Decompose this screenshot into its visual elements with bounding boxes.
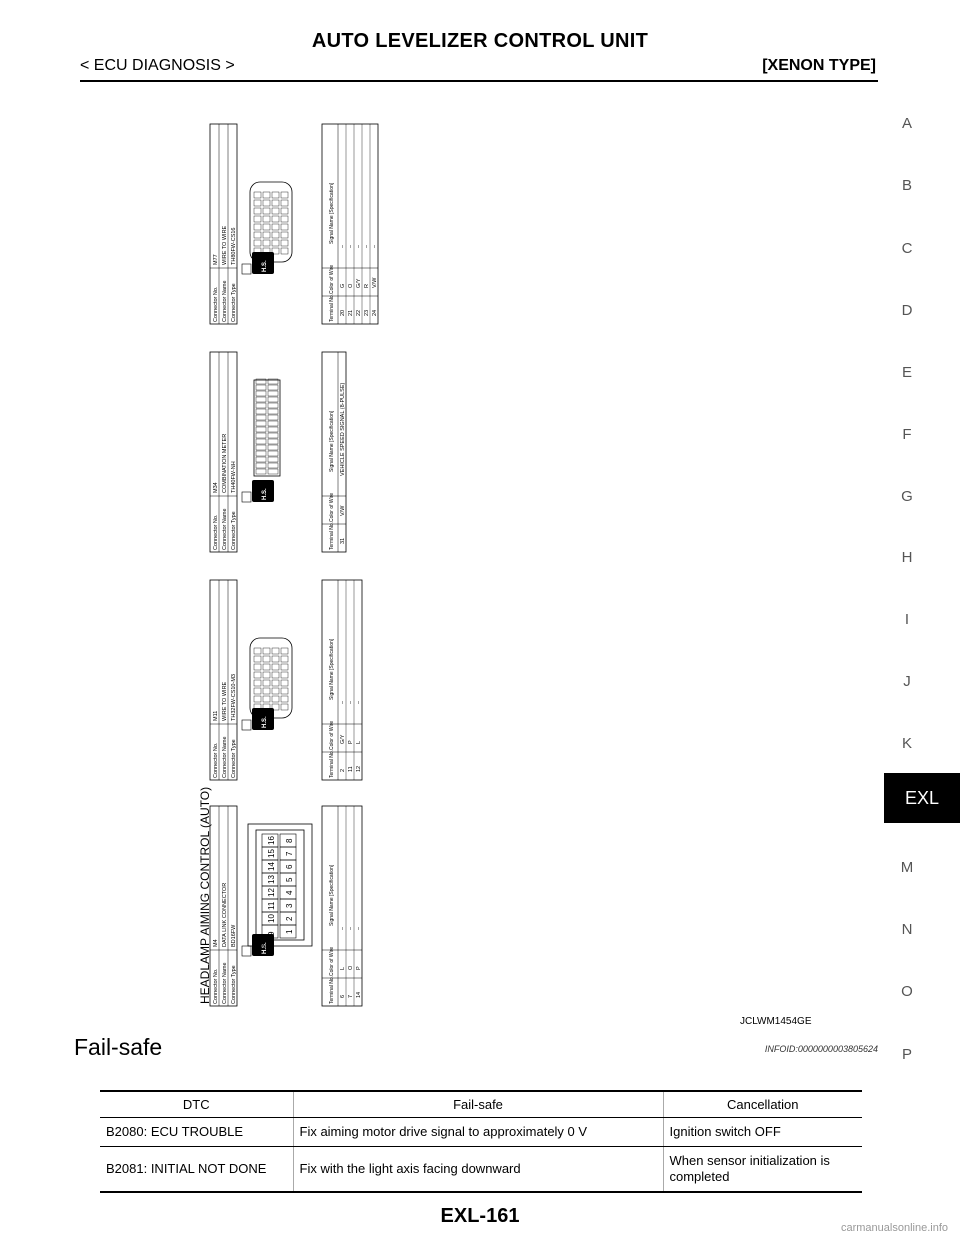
pin-cell <box>256 463 266 468</box>
header-rule <box>80 80 878 82</box>
pin-cell <box>254 656 261 662</box>
wire-color: L <box>340 966 346 970</box>
pin-number: 6 <box>285 864 294 869</box>
side-letter-m: M <box>900 859 914 876</box>
pin-cell <box>281 200 288 206</box>
failsafe-cell: Fix with the light axis facing downward <box>293 1147 663 1193</box>
side-letter-k: K <box>901 735 912 752</box>
side-letter-f: F <box>902 426 912 443</box>
pin-cell <box>263 232 270 238</box>
terminal-no: 21 <box>348 309 354 316</box>
variant-label: [XENON TYPE] <box>762 57 876 74</box>
signal-name: – <box>356 926 362 930</box>
side-letter-p: P <box>901 1046 912 1063</box>
pin-cell <box>256 439 266 444</box>
pin-cell <box>263 208 270 214</box>
side-letter-i: I <box>904 611 910 628</box>
terminal-table <box>322 580 362 780</box>
pin-cell <box>254 648 261 654</box>
pin-cell <box>268 415 278 420</box>
pin-number: 5 <box>285 877 294 882</box>
color-header: Color of Wire <box>329 720 335 750</box>
terminal-no: 23 <box>364 309 370 316</box>
pin-cell <box>272 680 279 686</box>
side-letter-d: D <box>901 302 913 319</box>
pin-cell <box>281 704 288 710</box>
signal-name: – <box>348 700 354 704</box>
terminal-no: 6 <box>340 994 346 998</box>
pin-cell <box>281 656 288 662</box>
info-label: Connector Name <box>222 962 228 1004</box>
pin-cell <box>256 397 266 402</box>
pin-cell <box>256 457 266 462</box>
pin-number: 4 <box>285 890 294 895</box>
pin-cell <box>268 397 278 402</box>
connector-diagram <box>196 96 414 1008</box>
pin-cell <box>281 192 288 198</box>
signal-name: – <box>340 244 346 248</box>
pin-cell <box>254 688 261 694</box>
pin-cell <box>256 451 266 456</box>
color-header: Color of Wire <box>329 492 335 522</box>
info-value: TH80FW-CS16 <box>231 227 237 265</box>
table-header-row <box>100 1091 862 1118</box>
pin-cell <box>254 192 261 198</box>
connector-hand-icon <box>242 264 251 274</box>
info-label: Connector No. <box>213 968 219 1004</box>
pin-cell <box>272 224 279 230</box>
pin-cell <box>254 232 261 238</box>
watermark: carmanualsonline.info <box>840 1222 948 1234</box>
terminal-no: 31 <box>340 537 346 544</box>
pin-cell <box>272 208 279 214</box>
wire-color: P <box>356 966 362 970</box>
terminal-no: 7 <box>348 994 354 998</box>
pin-cell <box>268 463 278 468</box>
connector-outline <box>254 380 280 476</box>
wire-color: G/Y <box>340 734 346 744</box>
pin-cell <box>281 248 288 254</box>
side-letter-h: H <box>901 549 913 566</box>
terminal-no-header: Terminal No. <box>329 293 335 322</box>
side-letter-b: B <box>901 177 912 194</box>
pin-cell <box>281 680 288 686</box>
pin-cell <box>268 445 278 450</box>
side-letter-e: E <box>901 364 912 381</box>
signal-header: Signal Name [Specification] <box>329 410 335 472</box>
connector-hand-icon <box>242 720 251 730</box>
table-row <box>100 1118 862 1147</box>
pin-cell <box>268 391 278 396</box>
dtc-cell: B2080: ECU TROUBLE <box>100 1118 293 1147</box>
color-header: Color of Wire <box>329 264 335 294</box>
pin-number: 13 <box>267 875 276 884</box>
wire-color: R <box>364 284 370 288</box>
side-tab-exl: EXL <box>884 773 960 823</box>
pin-cell <box>281 648 288 654</box>
hs-label: H.S. <box>262 942 268 954</box>
pin-cell <box>268 421 278 426</box>
pin-cell <box>263 192 270 198</box>
pin-cell <box>254 664 261 670</box>
pin-cell <box>268 457 278 462</box>
pin-cell <box>256 433 266 438</box>
pin-cell <box>256 445 266 450</box>
side-letter-o: O <box>901 983 913 1000</box>
signal-name: – <box>340 926 346 930</box>
pin-cell <box>272 664 279 670</box>
pin-cell <box>281 216 288 222</box>
pin-cell <box>281 672 288 678</box>
pin-cell <box>254 696 261 702</box>
terminal-no: 11 <box>348 766 354 772</box>
pin-cell <box>263 688 270 694</box>
terminal-no-header: Terminal No. <box>329 521 335 550</box>
pin-number: 10 <box>267 914 276 923</box>
info-label: Connector Name <box>222 508 228 550</box>
info-value: M11 <box>213 710 219 721</box>
pin-cell <box>272 672 279 678</box>
info-label: Connector No. <box>213 286 219 322</box>
pin-cell <box>272 192 279 198</box>
hs-label: H.S. <box>262 716 268 728</box>
pin-cell <box>281 664 288 670</box>
diagram-heading: HEADLAMP AIMING CONTROL (AUTO) <box>198 786 212 1004</box>
info-value: M4 <box>213 939 219 947</box>
pin-cell <box>268 409 278 414</box>
pin-cell <box>272 656 279 662</box>
pin-cell <box>281 208 288 214</box>
info-value: M34 <box>213 482 219 493</box>
terminal-no: 14 <box>356 991 362 998</box>
pin-cell <box>256 469 266 474</box>
info-value: WIRE TO WIRE <box>222 681 228 721</box>
info-label: Connector Type <box>231 283 237 322</box>
cancellation-cell: Ignition switch OFF <box>663 1118 862 1147</box>
signal-name: – <box>364 244 370 248</box>
table-row <box>100 1147 862 1193</box>
dtc-cell: B2081: INITIAL NOT DONE <box>100 1147 293 1193</box>
pin-cell <box>272 240 279 246</box>
page-title: AUTO LEVELIZER CONTROL UNIT <box>311 30 649 52</box>
info-value: COMBINATION METER <box>222 433 228 493</box>
wire-color: G/Y <box>356 278 362 288</box>
info-value: TH32FW-CS10-M3 <box>231 674 237 721</box>
signal-name: – <box>356 700 362 704</box>
page-number: EXL-161 <box>440 1205 520 1227</box>
pin-cell <box>272 688 279 694</box>
info-label: Connector Name <box>222 736 228 778</box>
pin-cell <box>263 680 270 686</box>
side-letter-j: J <box>903 673 911 690</box>
terminal-no: 12 <box>356 765 362 772</box>
signal-name: – <box>348 926 354 930</box>
pin-cell <box>256 385 266 390</box>
pin-cell <box>281 232 288 238</box>
info-value: M77 <box>213 254 219 265</box>
terminal-no: 22 <box>356 309 362 316</box>
pin-number: 3 <box>285 903 294 908</box>
wire-color: P <box>348 740 354 744</box>
terminal-no-header: Terminal No. <box>329 749 335 778</box>
pin-number: 11 <box>267 901 276 910</box>
pin-cell <box>268 469 278 474</box>
pin-cell <box>268 403 278 408</box>
pin-number: 2 <box>285 916 294 921</box>
wire-color: L <box>356 740 362 744</box>
info-label: Connector Type <box>231 965 237 1004</box>
side-letter-g: G <box>901 488 913 505</box>
pin-cell <box>268 385 278 390</box>
pin-cell <box>256 427 266 432</box>
terminal-no: 20 <box>340 309 346 316</box>
pin-number: 12 <box>267 888 276 897</box>
pin-cell <box>263 696 270 702</box>
col-failsafe: Fail-safe <box>293 1091 663 1118</box>
pin-number: 7 <box>285 851 294 856</box>
signal-header: Signal Name [Specification] <box>329 182 335 244</box>
pin-cell <box>254 224 261 230</box>
connector-hand-icon <box>242 946 251 956</box>
wire-color: V/W <box>340 505 346 516</box>
pin-cell <box>281 696 288 702</box>
pin-cell <box>263 672 270 678</box>
terminal-no: 2 <box>340 768 346 772</box>
signal-name: VEHICLE SPEED SIGNAL (8-PULSE) <box>340 382 346 476</box>
side-letter-c: C <box>901 240 913 257</box>
pin-number: 15 <box>267 849 276 858</box>
signal-header: Signal Name [Specification] <box>329 638 335 700</box>
signal-name: – <box>340 700 346 704</box>
terminal-no-header: Terminal No. <box>329 975 335 1004</box>
image-id: JCLWM1454GE <box>740 1016 812 1027</box>
pin-cell <box>281 224 288 230</box>
pin-cell <box>263 648 270 654</box>
pin-cell <box>263 216 270 222</box>
failsafe-cell: Fix aiming motor drive signal to approximately 0 V <box>293 1118 663 1147</box>
info-value: WIRE TO WIRE <box>222 225 228 265</box>
pin-cell <box>256 421 266 426</box>
pin-cell <box>263 200 270 206</box>
failsafe-title: Fail-safe <box>74 1034 163 1060</box>
pin-cell <box>281 240 288 246</box>
pin-cell <box>254 216 261 222</box>
connector-hand-icon <box>242 492 251 502</box>
pin-cell <box>272 696 279 702</box>
section-label: < ECU DIAGNOSIS > <box>80 57 235 74</box>
pin-cell <box>268 439 278 444</box>
infoid: INFOID:0000000003805624 <box>764 1044 878 1054</box>
pin-cell <box>272 648 279 654</box>
terminal-no: 24 <box>372 309 378 316</box>
hs-label: H.S. <box>262 488 268 500</box>
pin-cell <box>268 427 278 432</box>
info-label: Connector Type <box>231 739 237 778</box>
wire-color: O <box>348 965 354 970</box>
side-letter-a: A <box>901 115 912 132</box>
pin-cell <box>263 224 270 230</box>
pin-cell <box>272 216 279 222</box>
signal-name: – <box>348 244 354 248</box>
pin-cell <box>263 656 270 662</box>
signal-header: Signal Name [Specification] <box>329 864 335 926</box>
pin-cell <box>256 403 266 408</box>
pin-cell <box>254 208 261 214</box>
pin-cell <box>268 451 278 456</box>
info-label: Connector No. <box>213 742 219 778</box>
failsafe-table <box>100 1090 862 1193</box>
info-label: Connector No. <box>213 514 219 550</box>
pin-cell <box>263 664 270 670</box>
terminal-table <box>322 806 362 1006</box>
info-value: DATA LINK CONNECTOR <box>222 882 228 947</box>
side-letter-n: N <box>901 921 913 938</box>
pin-cell <box>254 680 261 686</box>
pin-number: 1 <box>285 929 294 934</box>
pin-cell <box>268 433 278 438</box>
wire-color: V/W <box>372 277 378 288</box>
pin-number: 14 <box>267 862 276 871</box>
pin-cell <box>272 200 279 206</box>
pin-cell <box>256 409 266 414</box>
pin-cell <box>254 672 261 678</box>
cancellation-cell: When sensor initialization is completed <box>663 1147 862 1193</box>
info-label: Connector Type <box>231 511 237 550</box>
pin-cell <box>256 391 266 396</box>
pin-cell <box>254 200 261 206</box>
pin-cell <box>254 240 261 246</box>
pin-number: 16 <box>267 836 276 845</box>
wire-color: O <box>348 283 354 288</box>
pin-cell <box>256 415 266 420</box>
info-label: Connector Name <box>222 280 228 322</box>
pin-number: 8 <box>285 838 294 843</box>
pin-cell <box>281 688 288 694</box>
hs-label: H.S. <box>262 260 268 272</box>
pin-number: 9 <box>267 931 276 936</box>
color-header: Color of Wire <box>329 946 335 976</box>
info-value: TH40FW-NH <box>231 461 237 493</box>
col-dtc: DTC <box>100 1091 293 1118</box>
wire-color: G <box>340 283 346 288</box>
info-value: BD16FW <box>231 924 237 947</box>
pin-cell <box>263 240 270 246</box>
col-cancellation: Cancellation <box>663 1091 862 1118</box>
signal-name: – <box>356 244 362 248</box>
pin-cell <box>272 232 279 238</box>
signal-name: – <box>372 244 378 248</box>
